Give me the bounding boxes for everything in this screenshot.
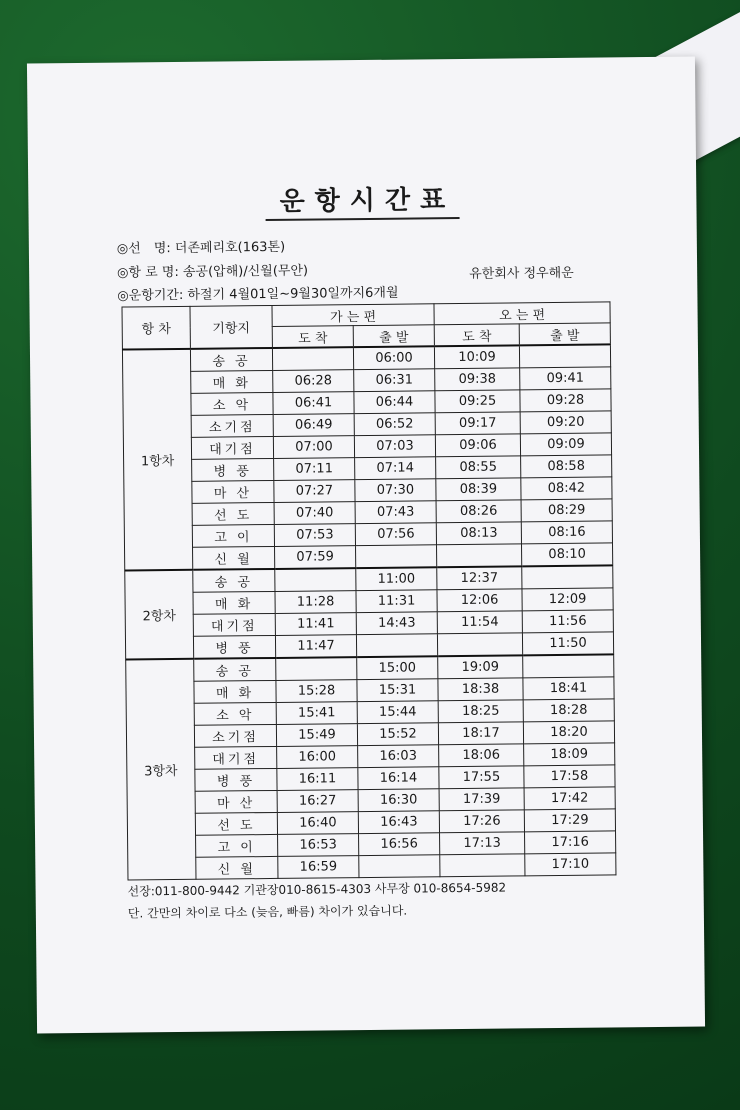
header-outbound-depart: 출 발 bbox=[353, 325, 434, 347]
outbound-depart-cell: 06:44 bbox=[354, 391, 435, 414]
port-cell: 송 공 bbox=[194, 658, 276, 681]
outbound-arrive-cell: 16:27 bbox=[277, 790, 358, 813]
outbound-arrive-cell: 16:53 bbox=[278, 834, 359, 857]
port-cell: 병 풍 bbox=[195, 768, 277, 791]
footer-note: 단. 간만의 차이로 다소 (늦음, 빠름) 차이가 있습니다. bbox=[127, 903, 408, 921]
inbound-arrive-cell: 11:54 bbox=[437, 611, 522, 634]
port-cell: 신 월 bbox=[196, 856, 278, 879]
port-cell: 소 악 bbox=[191, 392, 273, 415]
outbound-depart-cell: 16:30 bbox=[358, 789, 439, 812]
inbound-depart-cell bbox=[522, 565, 613, 588]
outbound-depart-cell: 07:56 bbox=[355, 523, 436, 546]
operation-period: ◎운항기간: 하절기 4월01일~9월30일까지6개월 bbox=[117, 285, 399, 304]
inbound-depart-cell: 12:09 bbox=[522, 588, 613, 611]
outbound-arrive-cell: 16:59 bbox=[278, 856, 359, 879]
inbound-arrive-cell: 18:25 bbox=[438, 700, 523, 723]
inbound-arrive-cell: 10:09 bbox=[434, 345, 519, 368]
header-inbound-arrive: 도 착 bbox=[434, 324, 519, 346]
inbound-depart-cell: 17:42 bbox=[524, 787, 615, 810]
outbound-depart-cell: 07:03 bbox=[354, 435, 435, 458]
outbound-arrive-cell: 07:11 bbox=[274, 458, 355, 481]
inbound-arrive-cell: 08:13 bbox=[436, 522, 521, 545]
outbound-depart-cell: 06:31 bbox=[354, 369, 435, 392]
port-cell: 소 악 bbox=[194, 702, 276, 725]
outbound-arrive-cell: 16:00 bbox=[277, 746, 358, 769]
inbound-arrive-cell bbox=[440, 854, 525, 877]
company-name: 유한회사 정우해운 bbox=[469, 265, 574, 282]
outbound-arrive-cell: 16:40 bbox=[277, 812, 358, 835]
port-cell: 매 화 bbox=[194, 680, 276, 703]
inbound-depart-cell: 18:20 bbox=[523, 721, 614, 744]
inbound-arrive-cell: 09:38 bbox=[435, 368, 520, 391]
inbound-arrive-cell: 17:13 bbox=[440, 832, 525, 855]
outbound-arrive-cell bbox=[272, 347, 353, 370]
outbound-arrive-cell: 07:27 bbox=[274, 480, 355, 503]
inbound-depart-cell: 18:41 bbox=[523, 677, 614, 700]
outbound-depart-cell bbox=[356, 634, 437, 657]
inbound-depart-cell: 09:09 bbox=[520, 433, 611, 456]
inbound-arrive-cell: 08:26 bbox=[436, 500, 521, 523]
inbound-depart-cell bbox=[523, 654, 614, 677]
inbound-arrive-cell bbox=[437, 633, 522, 656]
inbound-arrive-cell: 12:06 bbox=[437, 589, 522, 612]
outbound-depart-cell: 15:00 bbox=[357, 656, 438, 679]
outbound-arrive-cell: 07:59 bbox=[275, 546, 356, 569]
outbound-arrive-cell: 07:40 bbox=[274, 502, 355, 525]
inbound-depart-cell: 09:28 bbox=[520, 389, 611, 412]
inbound-arrive-cell: 09:17 bbox=[435, 412, 520, 435]
outbound-arrive-cell: 07:53 bbox=[274, 524, 355, 547]
outbound-depart-cell: 07:43 bbox=[355, 501, 436, 524]
outbound-depart-cell: 15:44 bbox=[357, 701, 438, 724]
outbound-depart-cell: 16:14 bbox=[358, 767, 439, 790]
table-row bbox=[128, 853, 616, 880]
timetable-sheet bbox=[27, 57, 705, 1034]
inbound-depart-cell: 08:16 bbox=[521, 521, 612, 544]
inbound-arrive-cell: 09:06 bbox=[435, 434, 520, 457]
port-cell: 고 이 bbox=[196, 834, 278, 857]
inbound-arrive-cell: 09:25 bbox=[435, 390, 520, 413]
trip-label: 2항차 bbox=[125, 570, 194, 660]
inbound-depart-cell: 17:29 bbox=[524, 809, 615, 832]
inbound-arrive-cell: 08:39 bbox=[436, 478, 521, 501]
inbound-depart-cell: 08:29 bbox=[521, 499, 612, 522]
outbound-depart-cell: 16:03 bbox=[358, 745, 439, 768]
outbound-depart-cell: 15:52 bbox=[357, 723, 438, 746]
contact-numbers: 선장:011-800-9442 기관장010-8615-4303 사무장 010-8654-5982 bbox=[127, 880, 507, 899]
outbound-arrive-cell bbox=[276, 657, 357, 680]
port-cell: 선 도 bbox=[195, 812, 277, 835]
inbound-arrive-cell: 08:55 bbox=[436, 456, 521, 479]
inbound-arrive-cell: 17:26 bbox=[439, 810, 524, 833]
inbound-arrive-cell: 18:17 bbox=[438, 722, 523, 745]
inbound-arrive-cell: 18:38 bbox=[438, 678, 523, 701]
port-cell: 매 화 bbox=[191, 370, 273, 393]
port-cell: 마 산 bbox=[192, 480, 274, 503]
route-name: ◎항 로 명: 송공(압해)/신월(무안) bbox=[117, 263, 309, 281]
outbound-depart-cell: 11:31 bbox=[356, 590, 437, 613]
outbound-arrive-cell: 11:41 bbox=[275, 613, 356, 636]
outbound-arrive-cell: 15:41 bbox=[276, 702, 357, 725]
port-cell: 송 공 bbox=[193, 569, 275, 592]
port-cell: 소기점 bbox=[194, 724, 276, 747]
trip-label: 3항차 bbox=[126, 659, 196, 880]
header-port: 기항지 bbox=[190, 305, 272, 348]
port-cell: 고 이 bbox=[192, 524, 274, 547]
port-cell: 소기점 bbox=[191, 414, 273, 437]
inbound-depart-cell: 17:16 bbox=[525, 831, 616, 854]
port-cell: 송 공 bbox=[190, 348, 272, 371]
inbound-depart-cell: 18:28 bbox=[523, 699, 614, 722]
outbound-depart-cell: 11:00 bbox=[356, 567, 437, 590]
outbound-arrive-cell: 15:28 bbox=[276, 680, 357, 703]
outbound-depart-cell: 06:52 bbox=[354, 413, 435, 436]
inbound-arrive-cell: 12:37 bbox=[437, 566, 522, 589]
outbound-arrive-cell: 16:11 bbox=[277, 768, 358, 791]
trip-label: 1항차 bbox=[122, 349, 192, 571]
inbound-depart-cell: 08:58 bbox=[521, 455, 612, 478]
header-trip: 항 차 bbox=[122, 306, 190, 349]
outbound-depart-cell: 06:00 bbox=[353, 346, 434, 369]
inbound-arrive-cell bbox=[437, 544, 522, 567]
inbound-depart-cell bbox=[519, 344, 610, 367]
outbound-arrive-cell bbox=[275, 568, 356, 591]
port-cell: 병 풍 bbox=[193, 635, 275, 658]
outbound-depart-cell: 15:31 bbox=[357, 679, 438, 702]
outbound-arrive-cell: 11:28 bbox=[275, 591, 356, 614]
port-cell: 마 산 bbox=[195, 790, 277, 813]
header-inbound-depart: 출 발 bbox=[519, 323, 610, 345]
inbound-depart-cell: 11:56 bbox=[522, 610, 613, 633]
outbound-depart-cell bbox=[356, 545, 437, 568]
outbound-arrive-cell: 06:41 bbox=[273, 392, 354, 415]
outbound-arrive-cell: 15:49 bbox=[276, 724, 357, 747]
timetable bbox=[121, 301, 616, 880]
outbound-arrive-cell: 06:28 bbox=[273, 370, 354, 393]
ship-name: ◎선 명: 더존페리호(163톤) bbox=[116, 239, 286, 257]
title-text: 운항시간표 bbox=[265, 185, 459, 221]
inbound-arrive-cell: 18:06 bbox=[439, 744, 524, 767]
inbound-arrive-cell: 19:09 bbox=[438, 655, 523, 678]
port-cell: 선 도 bbox=[192, 502, 274, 525]
outbound-arrive-cell: 06:49 bbox=[273, 414, 354, 437]
inbound-arrive-cell: 17:39 bbox=[439, 788, 524, 811]
port-cell: 매 화 bbox=[193, 591, 275, 614]
inbound-depart-cell: 09:41 bbox=[520, 367, 611, 390]
port-cell: 신 월 bbox=[193, 546, 275, 569]
inbound-depart-cell: 08:42 bbox=[521, 477, 612, 500]
outbound-depart-cell bbox=[359, 855, 440, 878]
inbound-depart-cell: 08:10 bbox=[522, 543, 613, 566]
page-title bbox=[28, 177, 696, 221]
outbound-arrive-cell: 07:00 bbox=[273, 436, 354, 459]
outbound-arrive-cell: 11:47 bbox=[275, 635, 356, 658]
outbound-depart-cell: 16:43 bbox=[358, 811, 439, 834]
outbound-depart-cell: 07:14 bbox=[355, 457, 436, 480]
timetable-body bbox=[122, 344, 616, 880]
inbound-depart-cell: 09:20 bbox=[520, 411, 611, 434]
port-cell: 대기점 bbox=[193, 613, 275, 636]
inbound-depart-cell: 18:09 bbox=[524, 743, 615, 766]
header-inbound: 오 는 편 bbox=[434, 302, 610, 325]
outbound-depart-cell: 16:56 bbox=[359, 833, 440, 856]
header-outbound: 가 는 편 bbox=[272, 304, 434, 327]
inbound-depart-cell: 11:50 bbox=[522, 632, 613, 655]
port-cell: 병 풍 bbox=[192, 458, 274, 481]
outbound-depart-cell: 14:43 bbox=[356, 612, 437, 635]
port-cell: 대기점 bbox=[191, 436, 273, 459]
inbound-depart-cell: 17:10 bbox=[525, 853, 616, 876]
inbound-depart-cell: 17:58 bbox=[524, 765, 615, 788]
inbound-arrive-cell: 17:55 bbox=[439, 766, 524, 789]
header-outbound-arrive: 도 착 bbox=[272, 326, 353, 348]
port-cell: 대기점 bbox=[195, 746, 277, 769]
outbound-depart-cell: 07:30 bbox=[355, 479, 436, 502]
